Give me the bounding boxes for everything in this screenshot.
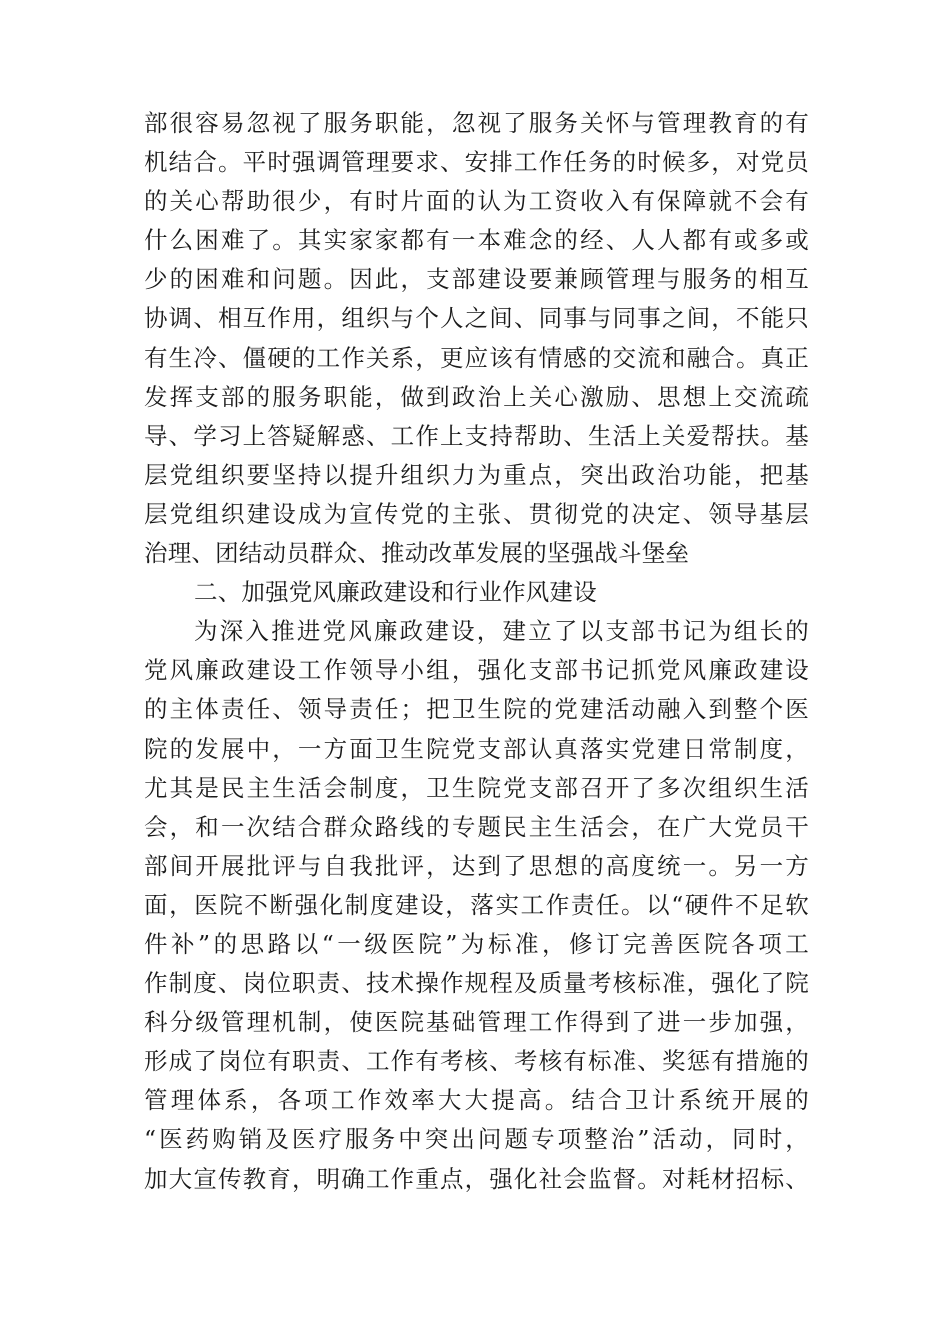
text-line-6: 协调、相互作用，组织与个人之间、同事与同事之间，不能只 <box>144 304 809 333</box>
text-line-26: 管理体系，各项工作效率大大提高。结合卫计系统开展的 <box>144 1086 809 1115</box>
text-line-3: 的关心帮助很少，有时片面的认为工资收入有保障就不会有 <box>144 187 809 216</box>
text-line-18: 尤其是民主生活会制度，卫生院党支部召开了多次组织生活 <box>144 773 809 802</box>
text-line-9: 导、学习上答疑解惑、工作上支持帮助、生活上关爱帮扶。基 <box>144 421 809 450</box>
section-heading: 二、加强党风廉政建设和行业作风建设 <box>194 578 597 607</box>
text-line-16: 的主体责任、领导责任；把卫生院的党建活动融入到整个医 <box>144 695 809 724</box>
text-line-10: 层党组织要坚持以提升组织力为重点，突出政治功能，把基 <box>144 460 809 489</box>
text-line-15: 党风廉政建设工作领导小组，强化支部书记抓党风廉政建设 <box>144 656 809 685</box>
text-line-2: 机结合。平时强调管理要求、安排工作任务的时候多，对党员 <box>144 148 809 177</box>
text-line-17: 院的发展中，一方面卫生院党支部认真落实党建日常制度， <box>144 734 809 763</box>
text-line-27: “医药购销及医疗服务中突出问题专项整治”活动，同时， <box>144 1125 809 1154</box>
body-text <box>144 104 809 1199</box>
text-line-8: 发挥支部的服务职能，做到政治上关心激励、思想上交流疏 <box>144 382 809 411</box>
text-line-7: 有生冷、僵硬的工作关系，更应该有情感的交流和融合。真正 <box>144 343 809 372</box>
text-line-24: 科分级管理机制，使医院基础管理工作得到了进一步加强， <box>144 1008 809 1037</box>
text-line-1: 部很容易忽视了服务职能，忽视了服务关怀与管理教育的有 <box>144 109 809 137</box>
text-line-12: 治理、团结动员群众、推动改革发展的坚强战斗堡垒 <box>144 539 690 568</box>
text-line-11: 层党组织建设成为宣传党的主张、贯彻党的决定、领导基层 <box>144 499 809 528</box>
text-line-14: 为深入推进党风廉政建设，建立了以支部书记为组长的 <box>194 617 809 646</box>
text-line-25: 形成了岗位有职责、工作有考核、考核有标准、奖惩有措施的 <box>144 1047 809 1076</box>
text-line-4: 什么困难了。其实家家都有一本难念的经、人人都有或多或 <box>144 226 809 255</box>
text-line-5: 少的困难和问题。因此，支部建设要兼顾管理与服务的相互 <box>144 265 809 294</box>
text-line-23: 作制度、岗位职责、技术操作规程及质量考核标准，强化了院 <box>144 969 809 998</box>
text-line-21: 面，医院不断强化制度建设，落实工作责任。以“硬件不足软 <box>144 890 809 919</box>
text-line-20: 部间开展批评与自我批评，达到了思想的高度统一。另一方 <box>144 851 809 880</box>
text-line-22: 件补”的思路以“一级医院”为标准，修订完善医院各项工 <box>144 929 809 958</box>
text-line-19: 会，和一次结合群众路线的专题民主生活会，在广大党员干 <box>144 812 809 841</box>
text-line-28: 加大宣传教育，明确工作重点，强化社会监督。对耗材招标、 <box>144 1164 809 1193</box>
